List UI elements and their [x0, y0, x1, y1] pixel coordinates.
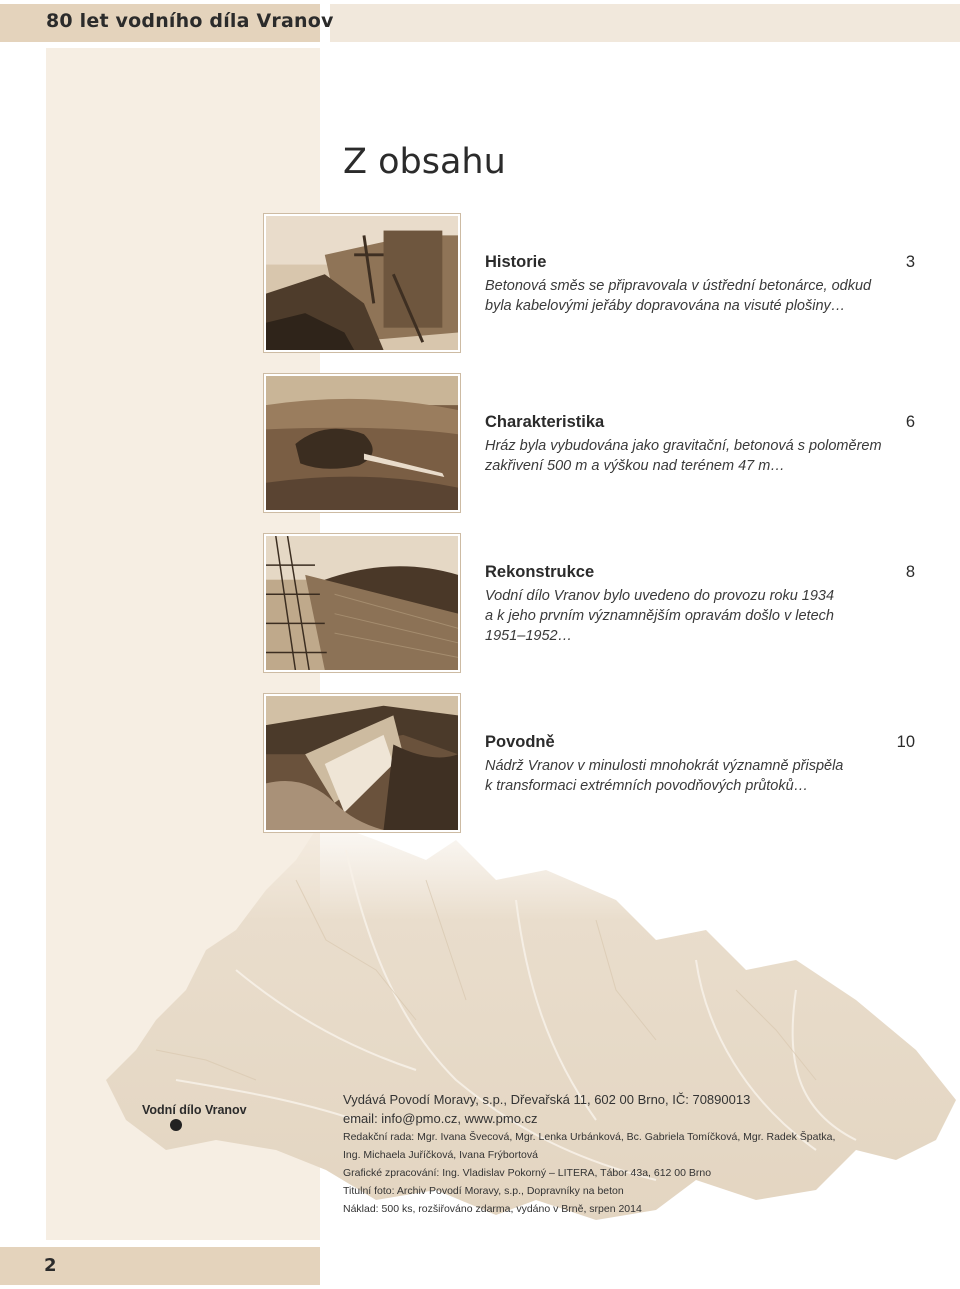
credits-line: Náklad: 500 ks, rozšiřováno zdarma, vydáno v Brně, srpen 2014 — [343, 1203, 642, 1215]
publisher-line: Vydává Povodí Moravy, s.p., Dřevařská 11, 602 00 Brno, IČ: 70890013 — [343, 1092, 751, 1107]
entry-page-number: 10 — [896, 733, 915, 751]
credits-line: Ing. Michaela Juříčková, Ivana Frýbortová — [343, 1149, 538, 1161]
running-title: 80 let vodního díla Vranov — [46, 10, 334, 32]
photo-flood — [264, 694, 460, 832]
imprint — [343, 1090, 943, 1218]
header-strip — [330, 4, 960, 42]
entry-summary — [485, 586, 885, 646]
entry-page-number: 3 — [905, 253, 915, 271]
toc-entry-rekonstrukce[interactable] — [485, 563, 915, 646]
credits-line: Titulní foto: Archiv Povodí Moravy, s.p., Dopravníky na beton — [343, 1185, 624, 1197]
entry-page-number: 8 — [905, 563, 915, 581]
map-location-marker — [170, 1119, 182, 1131]
entry-heading: Rekonstrukce — [485, 563, 595, 581]
entry-summary-line: Hráz byla vybudována jako gravitační, betonová s poloměrem — [485, 438, 882, 454]
entry-summary — [485, 436, 885, 476]
toc-entry-charakteristika[interactable] — [485, 413, 915, 476]
entry-summary-line: k transformaci extrémních povodňových průtoků… — [485, 778, 809, 794]
entry-heading: Povodně — [485, 733, 555, 751]
toc-entry-historie[interactable] — [485, 253, 915, 316]
photo-aerial — [264, 374, 460, 512]
entry-heading: Charakteristika — [485, 413, 605, 431]
entry-summary-line: a k jeho prvním významnějším opravám došlo v letech — [485, 608, 834, 624]
entry-summary-line: zakřivení 500 m a výškou nad terénem 47 m… — [485, 458, 785, 474]
credits-line: Grafické zpracování: Ing. Vladislav Pokorný – LITERA, Tábor 43a, 612 00 Brno — [343, 1167, 712, 1179]
credits-line: Redakční rada: Mgr. Ivana Švecová, Mgr. Lenka Urbánková, Bc. Gabriela Tomíčková, Mgr. Radek Špatka, — [343, 1131, 836, 1143]
entry-summary-line: byla kabelovými jeřáby dopravována na visuté plošiny… — [485, 298, 846, 314]
photo-construction — [264, 214, 460, 352]
entry-summary-line: Nádrž Vranov v minulosti mnohokrát významně přispěla — [485, 758, 844, 774]
entry-summary — [485, 756, 885, 796]
entry-page-number: 6 — [905, 413, 915, 431]
contact-line: email: info@pmo.cz, www.pmo.cz — [343, 1111, 538, 1126]
map-location-label: Vodní dílo Vranov — [142, 1103, 247, 1117]
entry-summary-line: Vodní dílo Vranov bylo uvedeno do provozu roku 1934 — [485, 588, 835, 604]
photo-reconstruction — [264, 534, 460, 672]
entry-summary-line: Betonová směs se připravovala v ústřední betonárce, odkud — [485, 278, 872, 294]
toc-title: Z obsahu — [343, 142, 506, 182]
page-number: 2 — [44, 1255, 57, 1276]
entry-summary-line: 1951–1952… — [485, 628, 573, 644]
entry-heading: Historie — [485, 253, 547, 271]
entry-summary — [485, 276, 885, 316]
toc-entry-povodne[interactable] — [485, 733, 915, 796]
